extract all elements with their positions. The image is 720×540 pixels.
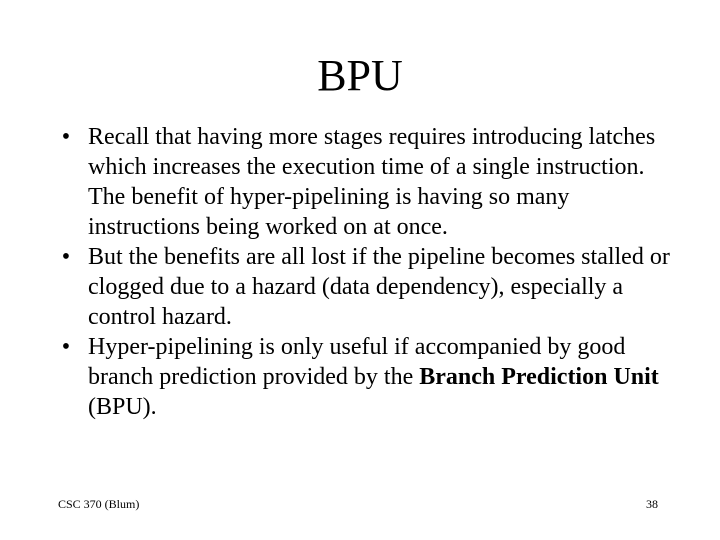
footer-course: CSC 370 (Blum) [58, 497, 140, 511]
bullet-item [56, 332, 676, 422]
bullet-text-lead: Hyper-pipelining is only useful if accompanied by good branch prediction provided by the [88, 334, 626, 390]
bullet-list [56, 122, 676, 422]
slide-title: BPU [317, 51, 403, 100]
bullet-icon: • [61, 334, 71, 360]
bullet-item [56, 122, 676, 242]
bullet-icon: • [61, 124, 71, 150]
bullet-text-emphasis: Branch Prediction Unit [419, 364, 659, 390]
bullet-text-tail: (BPU). [88, 394, 157, 420]
bullet-text: Recall that having more stages requires introducing latches which increases the execution time of a single instruction. The benefit of hyper-pipelining is having so many instructions being worked on at once. [88, 124, 656, 240]
bullet-icon: • [61, 244, 71, 270]
bullet-text: But the benefits are all lost if the pipeline becomes stalled or clogged due to a hazard (data dependency), especially a control hazard. [88, 244, 670, 330]
page-number: 38 [646, 497, 658, 511]
bullet-item [56, 242, 676, 332]
